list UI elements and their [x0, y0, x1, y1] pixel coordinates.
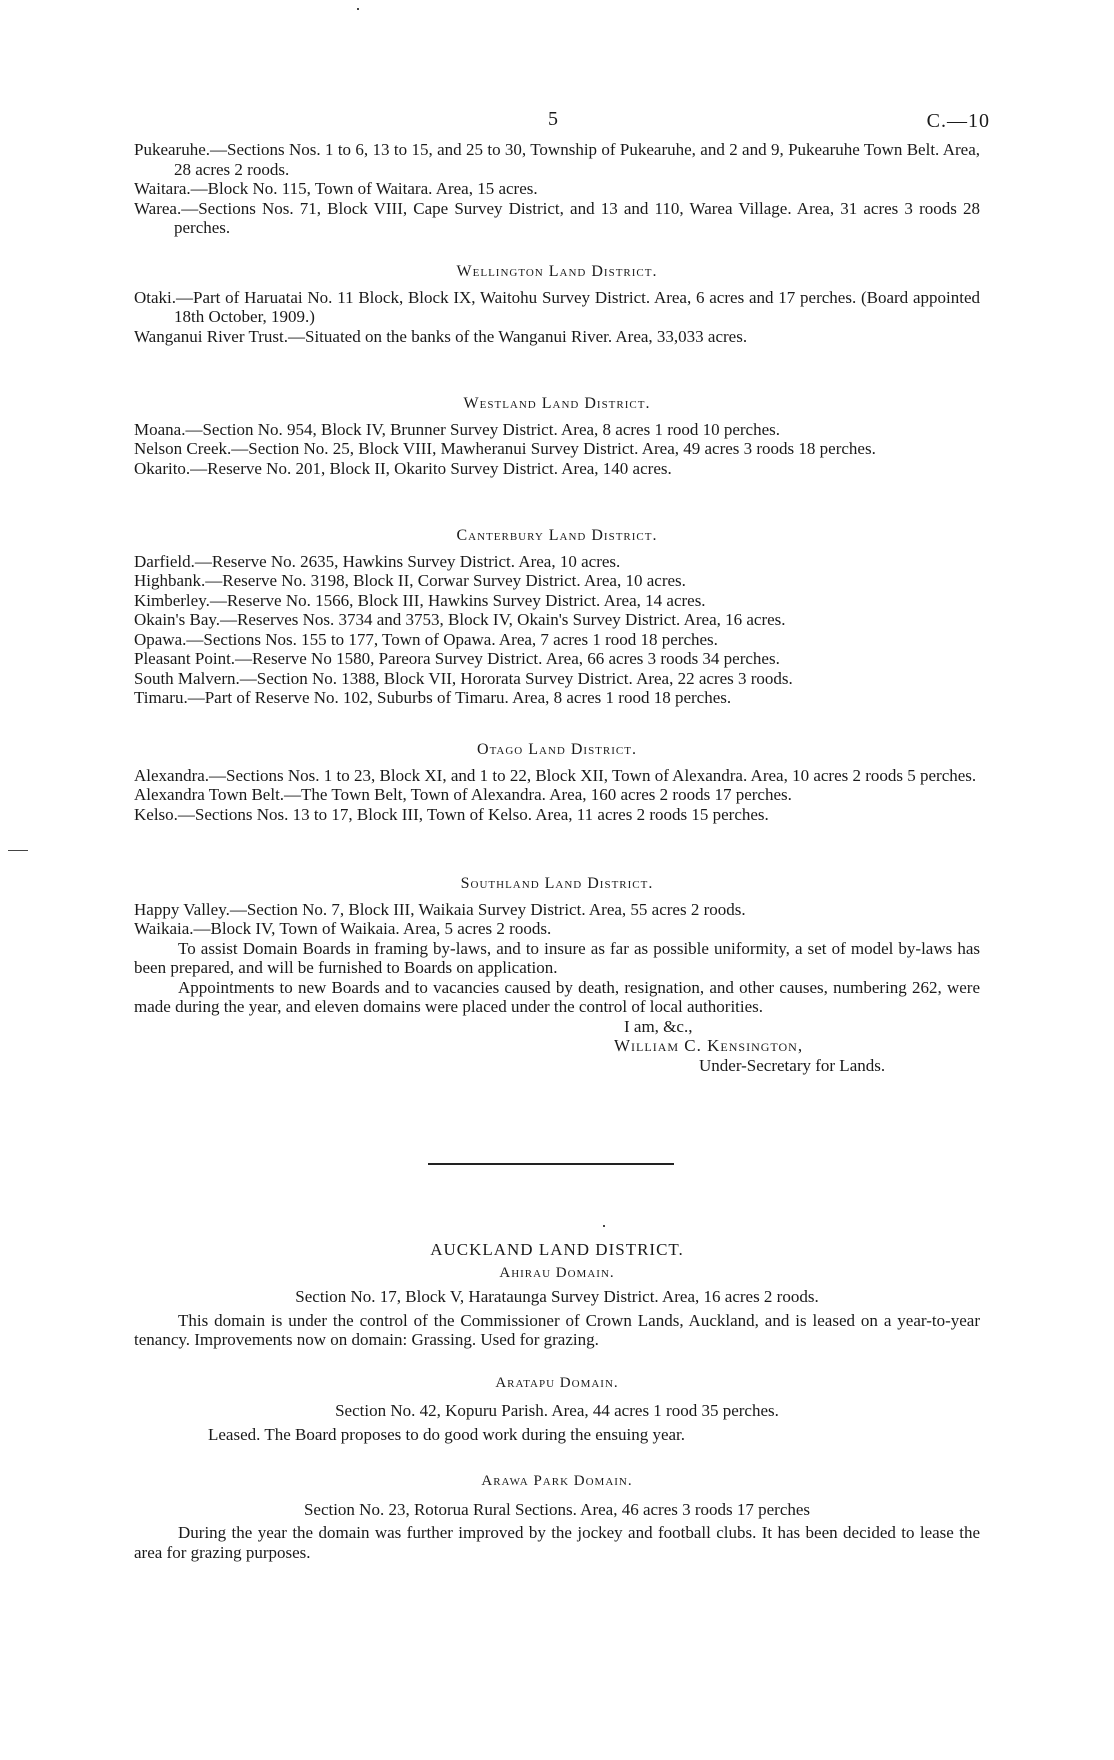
section-heading: Wellington Land District.: [456, 263, 658, 280]
domain-section: Section No. 42, Kopuru Parish. Area, 44 acres 1 rood 35 perches.: [335, 1401, 779, 1420]
list-entry: Okain's Bay.—Reserves Nos. 3734 and 3753, Block IV, Okain's Survey District. Area, 16 acres.: [134, 610, 786, 629]
taranaki-list: [134, 140, 980, 238]
page-reference: C.—10: [926, 110, 990, 132]
list-entry: Pleasant Point.—Reserve No 1580, Pareora Survey District. Area, 66 acres 3 roods 34 perches.: [134, 649, 780, 668]
list-entry: Timaru.—Part of Reserve No. 102, Suburbs of Timaru. Area, 8 acres 1 rood 18 perches.: [134, 688, 732, 707]
domain-report: This domain is under the control of the Commissioner of Crown Lands, Auckland, and is leased on a year-to-year tenancy. Improvements now on domain: Grassing. Used for grazing.: [134, 1310, 980, 1349]
list-entry: South Malvern.—Section No. 1388, Block VII, Hororata Survey District. Area, 22 acres 3 roods.: [134, 668, 793, 688]
list-entry: Pukearuhe.—Sections Nos. 1 to 6, 13 to 15, and 25 to 30, Township of Pukearuhe, and 2 and 9, Pukearuhe Town Belt. Area, 28 acres 2 roods.: [134, 140, 980, 179]
southland-section: [134, 874, 980, 1075]
domain-report: Leased. The Board proposes to do good work during the ensuing year.: [208, 1424, 686, 1444]
list-entry: Kimberley.—Reserve No. 1566, Block III, Hawkins Survey District. Area, 14 acres.: [134, 590, 706, 610]
domain-name: Ahirau Domain.: [499, 1264, 615, 1281]
domain-name: Arawa Park Domain.: [481, 1473, 633, 1489]
section-heading: Otago Land District.: [477, 741, 637, 758]
signatory-title: Under-Secretary for Lands.: [699, 1055, 886, 1075]
list-entry: Nelson Creek.—Section No. 25, Block VIII, Mawheranui Survey District. Area, 49 acres 3 roods 18 perches.: [134, 439, 876, 458]
district-heading: AUCKLAND LAND DISTRICT.: [430, 1240, 684, 1259]
canterbury-section: [134, 526, 980, 708]
westland-section: [134, 394, 980, 478]
list-entry: Alexandra Town Belt.—The Town Belt, Town of Alexandra. Area, 160 acres 2 roods 17 perches.: [134, 785, 792, 804]
signatory-name: William C. Kensington,: [614, 1036, 804, 1055]
list-entry: Happy Valley.—Section No. 7, Block III, Waikaia Survey District. Area, 55 acres 2 roods.: [134, 899, 746, 919]
list-entry: Warea.—Sections Nos. 71, Block VIII, Cape Survey District, and 13 and 110, Warea Village. Area, 31 acres 3 roods 28 perches.: [134, 198, 980, 237]
list-entry: Wanganui River Trust.—Situated on the banks of the Wanganui River. Area, 33,033 acres.: [134, 326, 748, 346]
closing-paragraph: Appointments to new Boards and to vacancies caused by death, resignation, and other causes, numbering 262, were made during the year, and eleven domains were placed under the control of local authorities.: [134, 977, 980, 1016]
domain-section: Section No. 17, Block V, Harataunga Survey District. Area, 16 acres 2 roods.: [295, 1287, 819, 1306]
list-entry: Otaki.—Part of Haruatai No. 11 Block, Block IX, Waitohu Survey District. Area, 6 acres and 17 perches. (Board appointed 18th October, 1909.): [134, 287, 980, 326]
list-entry: Alexandra.—Sections Nos. 1 to 23, Block XI, and 1 to 22, Block XII, Town of Alexandra. Area, 10 acres 2 roods 5 perches.: [134, 765, 977, 785]
section-divider: [428, 1163, 674, 1165]
list-entry: Darfield.—Reserve No. 2635, Hawkins Survey District. Area, 10 acres.: [134, 551, 621, 571]
scan-mark: [8, 850, 28, 851]
domain-name: Aratapu Domain.: [495, 1374, 619, 1391]
page-number: 5: [548, 108, 558, 130]
list-entry: Opawa.—Sections Nos. 155 to 177, Town of Opawa. Area, 7 acres 1 rood 18 perches.: [134, 629, 718, 649]
list-entry: Highbank.—Reserve No. 3198, Block II, Corwar Survey District. Area, 10 acres.: [134, 571, 686, 590]
list-entry: Waikaia.—Block IV, Town of Waikaia. Area, 5 acres 2 roods.: [134, 919, 552, 938]
list-entry: Moana.—Section No. 954, Block IV, Brunner Survey District. Area, 8 acres 1 rood 10 perches.: [134, 419, 781, 439]
list-entry: Waitara.—Block No. 115, Town of Waitara. Area, 15 acres.: [134, 179, 538, 198]
domain-section: Section No. 23, Rotorua Rural Sections. Area, 46 acres 3 roods 17 perches: [303, 1499, 811, 1519]
salutation: I am, &c.,: [624, 1016, 693, 1036]
section-heading: Westland Land District.: [463, 395, 651, 412]
domain-report: During the year the domain was further improved by the jockey and football clubs. It has been decided to lease the area for grazing purposes.: [134, 1523, 980, 1562]
scan-speck: [603, 1225, 605, 1227]
wellington-section: [134, 262, 980, 346]
auckland-section: [134, 1240, 980, 1562]
list-entry: Kelso.—Sections Nos. 13 to 17, Block III, Town of Kelso. Area, 11 acres 2 roods 15 perches.: [134, 804, 769, 824]
list-entry: Okarito.—Reserve No. 201, Block II, Okarito Survey District. Area, 140 acres.: [134, 458, 672, 478]
section-heading: Canterbury Land District.: [456, 527, 658, 544]
scan-speck: [357, 8, 359, 10]
section-heading: Southland Land District.: [460, 875, 654, 892]
otago-section: [134, 740, 980, 824]
closing-paragraph: To assist Domain Boards in framing by-laws, and to insure as far as possible uniformity, a set of model by-laws has been prepared, and will be furnished to Boards on application.: [134, 938, 980, 977]
